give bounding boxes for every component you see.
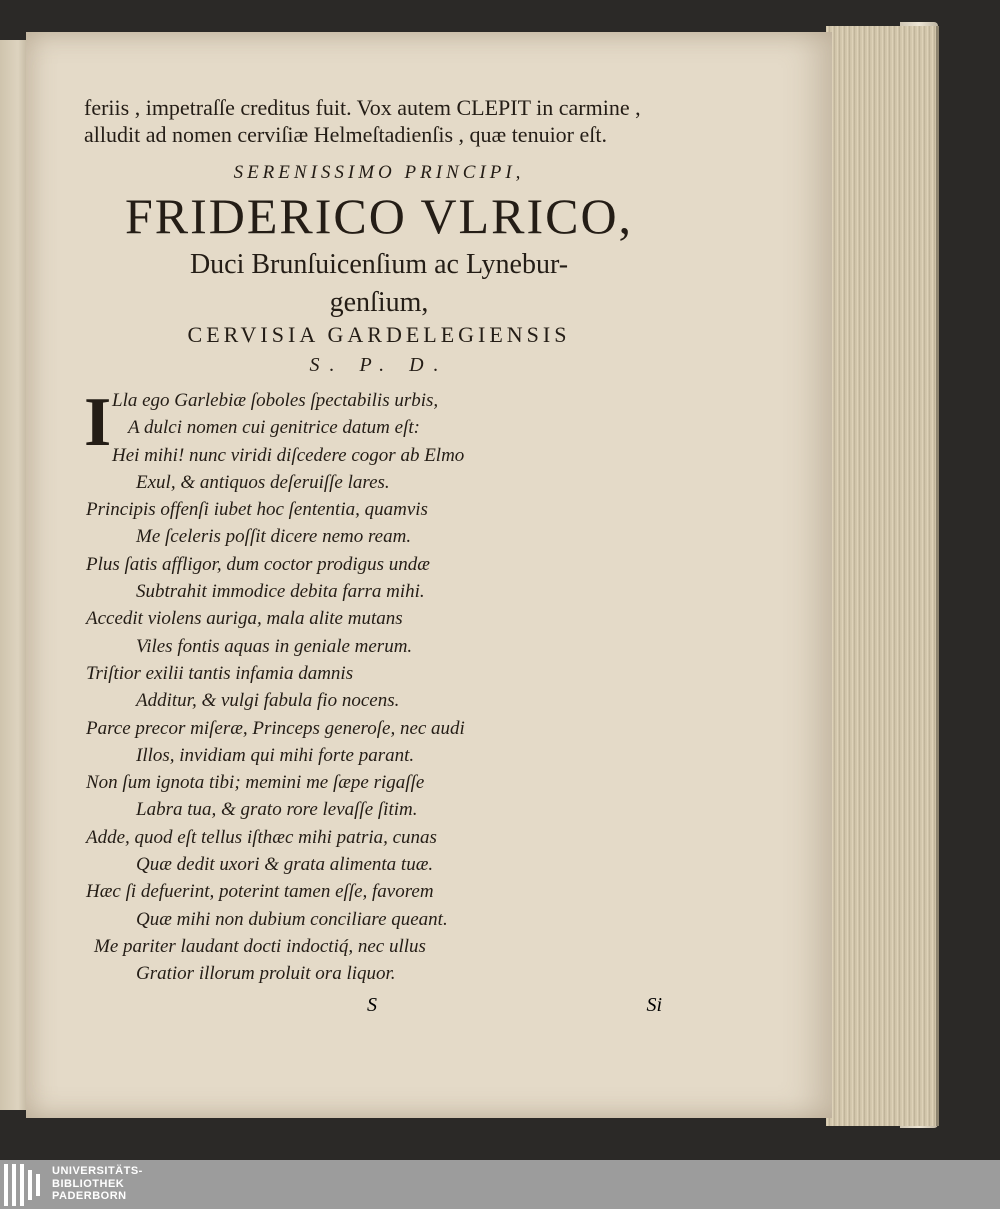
library-name-line: UNIVERSITÄTS- (52, 1165, 143, 1177)
signature-mark: S (367, 994, 377, 1016)
library-logo-icon (4, 1164, 46, 1206)
library-name-line: PADERBORN (52, 1190, 127, 1202)
verse-line: Hæc ſi defuerint, poterint tamen eſſe, favorem (86, 881, 434, 903)
verse-line: Principis offenſi iubet hoc ſententia, quamvis (86, 499, 428, 521)
verse-line: Illos, invidiam qui mihi forte parant. (136, 744, 415, 766)
verse-line: Triſtior exilii tantis infamia damnis (86, 662, 354, 684)
catchword: Si (646, 994, 662, 1016)
verse-line: Accedit violens auriga, mala alite mutans (86, 608, 403, 630)
verse-line: Adde, quod eſt tellus iſthæc mihi patria, cunas (86, 826, 437, 848)
verse-line: Additur, & vulgi fabula fio nocens. (136, 690, 400, 712)
drop-cap: I (84, 384, 112, 461)
addressee-title-2: genſium, (329, 287, 429, 318)
verse-line: Gratior illorum proluit ora liquor. (136, 963, 396, 985)
verse-line: Quæ dedit uxori & grata alimenta tuæ. (136, 854, 434, 876)
verse-line: Lla ego Garlebiæ ſoboles ſpectabilis urbis, (112, 390, 439, 411)
verse-line: Labra tua, & grato rore levaſſe ſitim. (136, 799, 418, 821)
verse-line: Subtrahit immodice debita farra mihi. (136, 581, 425, 603)
intro-paragraph: feriis , impetraſſe creditus fuit. Vox autem CLEPIT in carmine , alludit ad nomen cerviſiæ Helmeſtadienſis , quæ tenuior eſt. (84, 95, 641, 147)
verse-line: Hei mihi! nunc viridi diſcedere cogor ab Elmo (112, 444, 465, 466)
greeting-line: S. P. D. (309, 354, 449, 376)
addressee-name: FRIDERICO VLRICO, (124, 188, 634, 244)
poem (84, 384, 674, 988)
verse-line: Plus ſatis affligor, dum coctor prodigus undæ (86, 553, 430, 575)
library-name-line: BIBLIOTHEK (52, 1177, 125, 1190)
page-text (84, 94, 674, 988)
verse-line: Exul, & antiquos deſeruiſſe lares. (136, 471, 390, 493)
verse-line: Non ſum ignota tibi; memini me ſæpe rigaſſe (86, 772, 425, 794)
verse-line: Quæ mihi non dubium conciliare queant. (136, 908, 448, 930)
page-fore-edge (826, 26, 939, 1126)
library-name (52, 1165, 143, 1203)
verse-line: Viles fontis aquas in geniale merum. (136, 635, 413, 657)
dedication-line: SERENISSIMO PRINCIPI, (233, 162, 525, 183)
page-footer (84, 994, 674, 1024)
verse-line: Parce precor miſeræ, Princeps generoſe, nec audi (86, 717, 465, 739)
library-banner (0, 1160, 1000, 1209)
verse-line: Me pariter laudant docti indoctiq́, nec ullus (94, 935, 426, 957)
addressee-title-1: Duci Brunſuicenſium ac Lynebur- (189, 249, 569, 280)
sender-line: CERVISIA GARDELEGIENSIS (187, 322, 571, 347)
verse-line: Me ſceleris poſſit dicere nemo ream. (136, 526, 412, 548)
verse-line: A dulci nomen cui genitrice datum eſt: (128, 417, 420, 439)
